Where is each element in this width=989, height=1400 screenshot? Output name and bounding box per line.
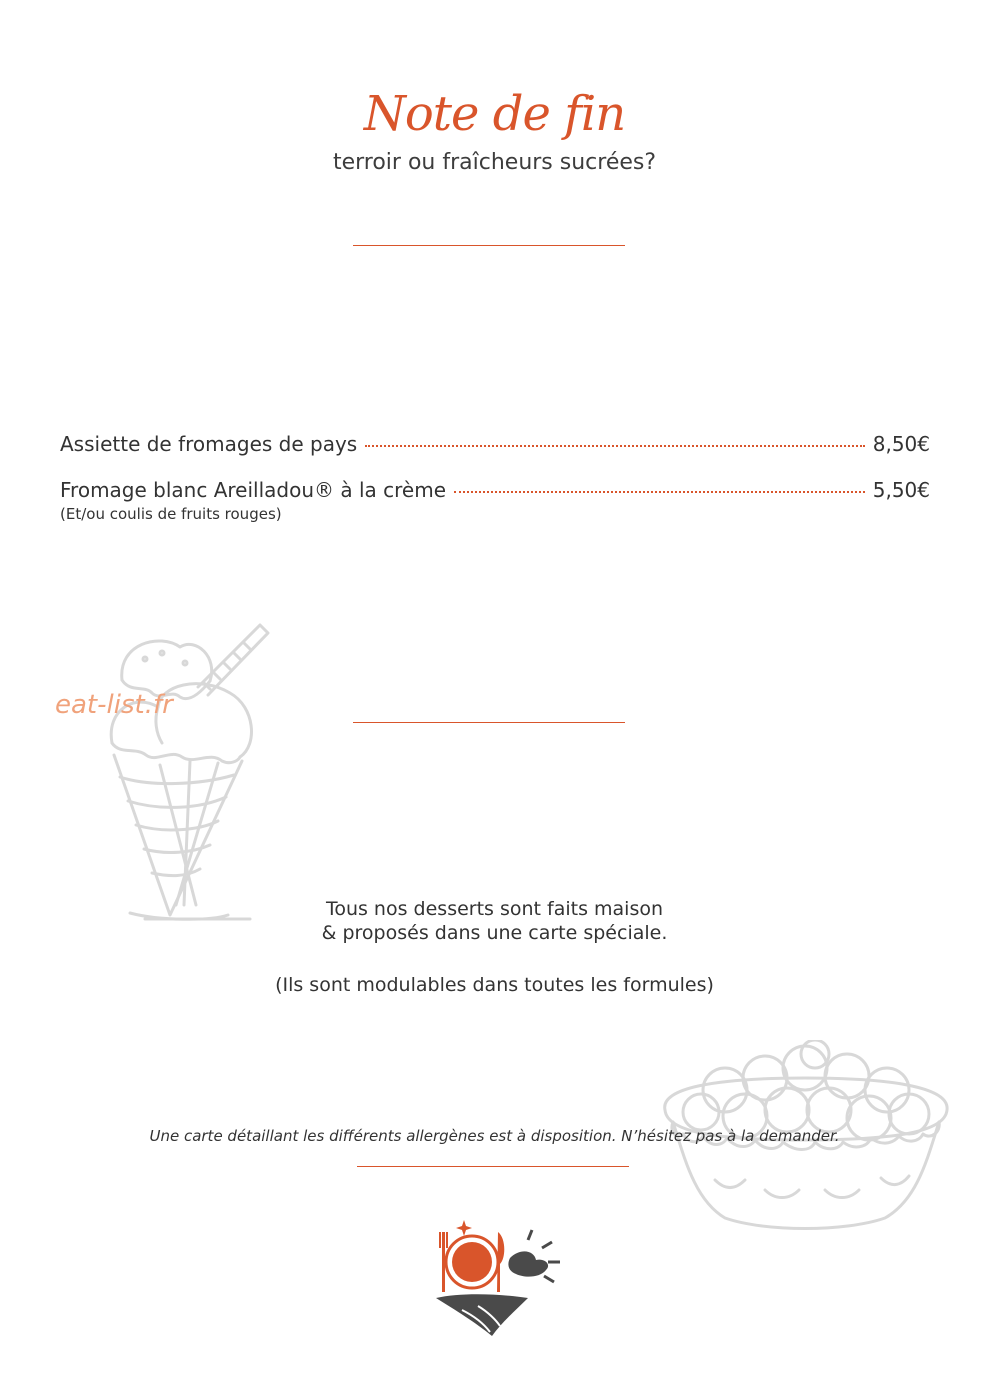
menu-item-name: Fromage blanc Areilladou® à la crème (60, 478, 447, 502)
desserts-text-line: Tous nos desserts sont faits maison (325, 898, 664, 920)
menu-item-price: 8,50€ (872, 432, 930, 456)
page-subtitle: terroir ou fraîcheurs sucrées? (332, 150, 657, 175)
menu-item-price: 5,50€ (872, 478, 930, 502)
desserts-formules-note: (Ils sont modulables dans toutes les formules) (275, 974, 714, 996)
desserts-text-line: & proposés dans une carte spéciale. (321, 922, 668, 944)
watermark: eat-list.fr (55, 690, 173, 720)
menu-item (60, 478, 930, 502)
dotted-leader (454, 491, 865, 493)
divider-top (353, 245, 625, 246)
menu-item-note: (Et/ou coulis de fruits rouges) (60, 505, 282, 523)
ice-cream-illustration (100, 615, 275, 925)
menu-item-name: Assiette de fromages de pays (60, 432, 358, 456)
divider-middle (353, 722, 625, 723)
page-title: Note de fin (363, 86, 626, 142)
divider-bottom (357, 1166, 629, 1167)
allergen-notice: Une carte détaillant les différents allergènes est à disposition. N’hésitez pas à la demander. (149, 1127, 840, 1145)
menu-item (60, 432, 930, 456)
restaurant-logo (432, 1218, 562, 1343)
dotted-leader (365, 445, 865, 447)
